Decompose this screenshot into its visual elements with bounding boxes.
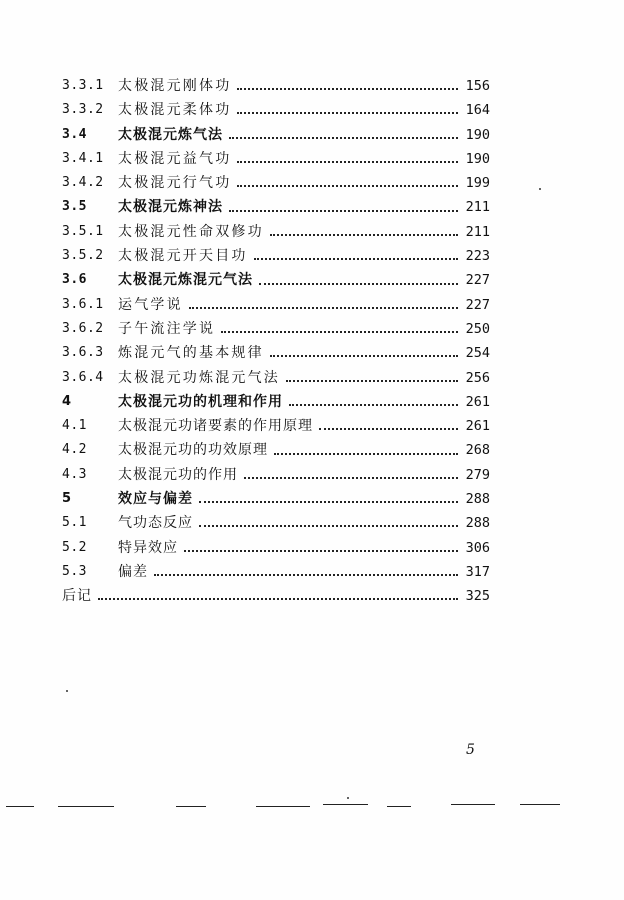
toc-title: 运气学说 xyxy=(118,296,183,313)
toc-number: 4.1 xyxy=(62,418,87,434)
scan-line xyxy=(176,806,206,807)
toc-number: 3.6 xyxy=(62,272,87,288)
toc-title: 太极混元炼气法 xyxy=(118,126,223,143)
toc-row-3-3-1[interactable] xyxy=(62,74,490,98)
toc-page-number: 254 xyxy=(465,345,490,362)
toc-page-number: 211 xyxy=(465,199,490,216)
toc-page-number: 199 xyxy=(465,175,490,192)
toc-row-5-2[interactable] xyxy=(62,536,490,560)
toc-row-3-6-3[interactable] xyxy=(62,341,490,365)
toc-page-number: 268 xyxy=(465,442,490,459)
toc-title: 太极混元炼混元气法 xyxy=(118,272,253,289)
scan-line xyxy=(256,806,310,807)
toc-row-3-6-2[interactable] xyxy=(62,317,490,341)
dot-leader xyxy=(237,161,458,163)
toc-row-3-5-2[interactable] xyxy=(62,244,490,268)
toc-title: 太极混元刚体功 xyxy=(118,78,232,94)
scan-line xyxy=(6,806,34,807)
toc-page-number: 317 xyxy=(465,563,490,580)
toc-number: 3.5.1 xyxy=(62,223,104,239)
toc-page-number: 190 xyxy=(465,150,490,167)
scan-speck xyxy=(539,188,541,190)
dot-leader xyxy=(270,355,458,357)
toc-number: 3.4 xyxy=(62,126,87,142)
scan-line xyxy=(58,806,114,807)
toc-number: 3.5 xyxy=(62,199,87,215)
toc-row-3-3-2[interactable] xyxy=(62,98,490,122)
toc-row-3-5-1[interactable] xyxy=(62,220,490,244)
toc-number: 4 xyxy=(62,393,72,409)
toc-page-number: 164 xyxy=(465,102,490,119)
dot-leader xyxy=(237,88,458,90)
toc-page-number: 211 xyxy=(465,223,490,240)
toc-row-4-1[interactable] xyxy=(62,414,490,438)
toc-page-number: 279 xyxy=(465,466,490,483)
table-of-contents xyxy=(62,74,490,609)
toc-title: 太极混元功的功效原理 xyxy=(118,442,268,459)
toc-page-number: 256 xyxy=(465,369,490,386)
toc-page-number: 156 xyxy=(465,78,490,94)
toc-row-4-3[interactable] xyxy=(62,463,490,487)
toc-row-4[interactable] xyxy=(62,390,490,414)
toc-title: 太极混元性命双修功 xyxy=(118,223,264,240)
scan-line xyxy=(387,806,411,807)
dot-leader xyxy=(237,185,458,187)
toc-number: 3.6.3 xyxy=(62,345,104,361)
dot-leader xyxy=(199,525,458,527)
scan-line xyxy=(323,804,368,805)
toc-title: 太极混元柔体功 xyxy=(118,102,232,119)
dot-leader xyxy=(289,404,458,406)
scan-line xyxy=(520,804,560,805)
toc-title: 太极混元开天目功 xyxy=(118,248,248,265)
toc-title: 太极混元行气功 xyxy=(118,175,232,192)
toc-number: 4.3 xyxy=(62,466,87,482)
dot-leader xyxy=(237,112,458,114)
toc-page-number: 325 xyxy=(465,588,490,605)
toc-page-number: 190 xyxy=(465,126,490,143)
dot-leader xyxy=(98,598,458,600)
toc-number: 4.2 xyxy=(62,442,87,458)
toc-row-3-4-2[interactable] xyxy=(62,171,490,195)
toc-title: 特异效应 xyxy=(118,539,178,556)
toc-row-5[interactable] xyxy=(62,487,490,511)
scan-speck xyxy=(347,797,349,799)
toc-title: 太极混元功的机理和作用 xyxy=(118,393,283,410)
dot-leader xyxy=(286,380,458,382)
dot-leader xyxy=(274,453,458,455)
toc-number: 3.6.2 xyxy=(62,320,104,336)
toc-page-number: 288 xyxy=(465,491,490,508)
scan-line xyxy=(451,804,495,805)
toc-number: 5.3 xyxy=(62,563,87,579)
scan-speck xyxy=(66,690,68,692)
toc-page-number: 227 xyxy=(465,272,490,289)
toc-number: 3.6.1 xyxy=(62,296,104,312)
dot-leader xyxy=(254,258,458,260)
toc-title: 太极混元益气功 xyxy=(118,150,232,167)
toc-number: 3.6.4 xyxy=(62,369,104,385)
toc-row-3-6[interactable] xyxy=(62,268,490,292)
toc-row-3-5[interactable] xyxy=(62,195,490,219)
toc-row-5-1[interactable] xyxy=(62,511,490,535)
toc-page-number: 250 xyxy=(465,320,490,337)
toc-page-number: 306 xyxy=(465,539,490,556)
dot-leader xyxy=(221,331,458,333)
toc-row-3-4-1[interactable] xyxy=(62,147,490,171)
toc-title: 偏差 xyxy=(118,563,148,580)
toc-title: 太极混元功的作用 xyxy=(118,466,238,483)
toc-number: 3.3.1 xyxy=(62,78,104,93)
dot-leader xyxy=(199,501,458,503)
dot-leader xyxy=(189,307,458,309)
toc-row-postscript[interactable] xyxy=(62,584,490,608)
toc-page-number: 223 xyxy=(465,248,490,265)
toc-title: 炼混元气的基本规律 xyxy=(118,345,264,362)
toc-page-number: 261 xyxy=(465,393,490,410)
toc-title: 太极混元炼神法 xyxy=(118,199,223,216)
toc-row-5-3[interactable] xyxy=(62,560,490,584)
toc-number: 5.1 xyxy=(62,515,87,531)
toc-row-3-6-4[interactable] xyxy=(62,366,490,390)
toc-title: 后记 xyxy=(62,588,92,605)
dot-leader xyxy=(259,283,458,285)
dot-leader xyxy=(270,234,458,236)
dot-leader xyxy=(184,550,458,552)
toc-number: 3.4.1 xyxy=(62,150,104,166)
toc-title: 太极混元功炼混元气法 xyxy=(118,369,280,386)
dot-leader xyxy=(229,210,458,212)
toc-number: 5.2 xyxy=(62,539,87,555)
toc-page-number: 261 xyxy=(465,418,490,435)
toc-row-4-2[interactable] xyxy=(62,438,490,462)
toc-number: 3.3.2 xyxy=(62,102,104,118)
dot-leader xyxy=(154,574,458,576)
dot-leader xyxy=(244,477,458,479)
toc-title: 子午流注学说 xyxy=(118,320,216,337)
toc-number: 3.4.2 xyxy=(62,175,104,191)
toc-number: 5 xyxy=(62,491,72,507)
toc-row-3-6-1[interactable] xyxy=(62,293,490,317)
toc-title: 气功态反应 xyxy=(118,515,193,532)
toc-title: 效应与偏差 xyxy=(118,491,193,508)
page-folio-number: 5 xyxy=(466,742,475,758)
toc-page-number: 288 xyxy=(465,515,490,532)
toc-page-number: 227 xyxy=(465,296,490,313)
dot-leader xyxy=(319,428,458,430)
toc-title: 太极混元功诸要素的作用原理 xyxy=(118,418,313,435)
toc-number: 3.5.2 xyxy=(62,248,104,264)
toc-row-3-4[interactable] xyxy=(62,123,490,147)
dot-leader xyxy=(229,137,458,139)
